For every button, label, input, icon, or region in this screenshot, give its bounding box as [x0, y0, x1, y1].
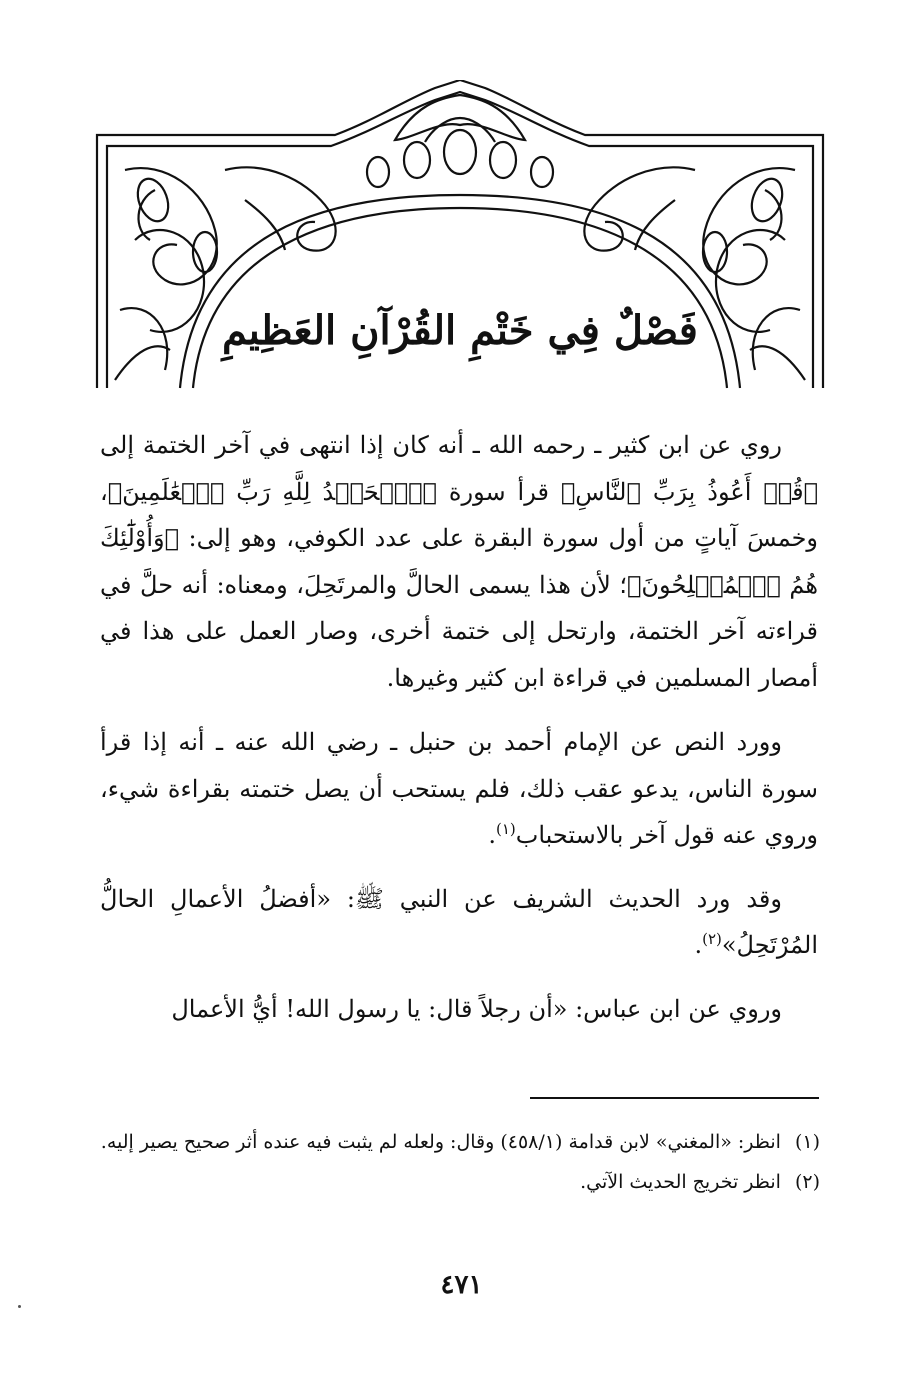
chapter-title: فَصْلٌ فِي خَتْمِ القُرْآنِ العَظِيمِ — [222, 306, 698, 354]
footnote-marker: (١) — [495, 820, 516, 838]
paragraph — [100, 986, 818, 1033]
paragraph-text: وقد ورد الحديث الشريف عن النبي ﷺ: «أفضلُ الأعمالِ الحالُّ المُرْتَحِلُ» — [100, 884, 818, 959]
paragraph — [100, 422, 818, 701]
main-text — [100, 422, 818, 1049]
page-number: ٤٧١ — [440, 1270, 483, 1300]
footnote-marker: (٢) — [702, 930, 722, 948]
footnote-divider — [530, 1097, 819, 1099]
footnotes — [100, 1122, 820, 1202]
footnote-text: انظر: «المغني» لابن قدامة (٤٥٨/١) وقال: ولعله لم يثبت فيه عنده أثر صحيح يصير إليه. — [100, 1131, 781, 1153]
paragraph-text: وروي عن ابن عباس: «أن رجلاً قال: يا رسول الله! أيُّ الأعمال — [171, 994, 782, 1023]
footnote-item — [100, 1122, 820, 1162]
paragraph: وورد النص عن الإمام أحمد بن حنبل ـ رضي الله عنه ـ أنه إذا قرأ سورة الناس، يدعو عقب ذلك، فلم يستحب أن يصل ختمته بقراءة شيء، وروي عنه قول آخر بالاستحباب$^{(١)}$. — [100, 728, 819, 849]
footnote-text: انظر تخريج الحديث الآتي. — [580, 1171, 781, 1193]
footnote-number: (٢) — [794, 1171, 820, 1193]
footnote-item — [100, 1162, 820, 1202]
paragraph-text: وورد النص عن الإمام أحمد بن حنبل ـ رضي الله عنه ـ أنه إذا قرأ سورة الناس، يدعو عقب ذلك، فلم يستحب أن يصل ختمته بقراءة شيء، وروي عنه قول آخر بالاستحباب — [100, 728, 819, 849]
paragraph-text: روي عن ابن كثير ـ رحمه الله ـ أنه كان إذا انتهى في آخر الختمة إلى ﴿قُلۡ أَعُوذُ بِرَبِّ ٱلنَّاسِ﴾ قرأ سورة ﴿ٱلۡحَمۡدُ لِلَّهِ رَبِّ ٱلۡعَٰلَمِينَ﴾، وخمسَ آياتٍ من أول سورة البقرة على عدد الكوفي، وهو إلى: ﴿وَأُوْلَٰٓئِكَ هُمُ ٱلۡمُفۡلِحُونَ﴾؛ لأن هذا يسمى الحالَّ والمرتَحِلَ، ومعناه: أنه حلَّ في قراءته آخر الختمة، وارتحل إلى ختمة أخرى، وصار العمل على هذا في أمصار المسلمين في قراءة ابن كثير وغيرها. — [100, 431, 818, 692]
paragraph: وقد ورد الحديث الشريف عن النبي ﷺ: «أفضلُ الأعمالِ الحالُّ المُرْتَحِلُ»$^{(٢)}$. — [100, 884, 818, 959]
scan-speck — [18, 1305, 21, 1308]
footnote-number: (١) — [794, 1131, 820, 1153]
